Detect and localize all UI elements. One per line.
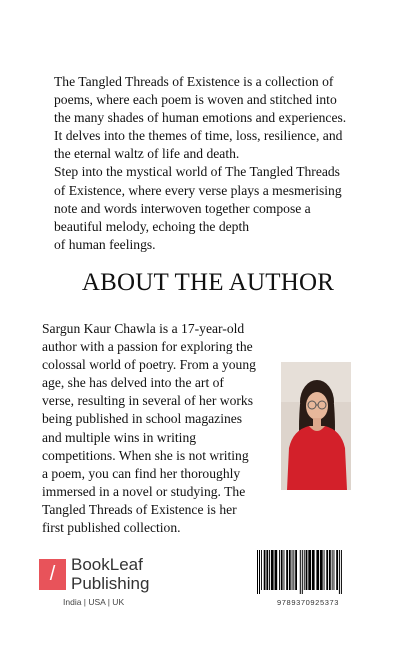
barcode-bar bbox=[308, 550, 311, 590]
barcode-bar bbox=[281, 550, 283, 590]
barcode-bar bbox=[286, 550, 288, 590]
barcode-bar bbox=[341, 550, 342, 594]
author-portrait-illustration bbox=[281, 362, 351, 490]
author-bio bbox=[42, 320, 282, 537]
blurb-line: of human feelings. bbox=[54, 236, 156, 252]
bio-line: Sargun Kaur Chawla is a 17-year-old bbox=[42, 321, 245, 336]
bio-line: a poem, you can find her thoroughly bbox=[42, 465, 241, 481]
back-cover-blurb bbox=[54, 73, 366, 254]
barcode-bar bbox=[339, 550, 340, 594]
bio-line: competitions. When she is not writing bbox=[42, 447, 249, 463]
barcode-bar bbox=[320, 550, 323, 590]
barcode-bar bbox=[275, 550, 278, 590]
bio-line: immersed in a novel or studying. The bbox=[42, 483, 246, 499]
barcode-bar bbox=[295, 550, 297, 590]
barcode-bar bbox=[302, 550, 303, 594]
bio-line: verse, resulting in several of her works bbox=[42, 393, 254, 409]
blurb-line: Step into the mystical world of The Tangled Threads bbox=[54, 164, 340, 180]
isbn-number: 9789370925373 bbox=[277, 598, 340, 607]
barcode-bar bbox=[326, 550, 328, 590]
barcode-bar bbox=[334, 550, 335, 590]
barcode-bar bbox=[266, 550, 268, 590]
barcode-bar bbox=[324, 550, 325, 590]
barcode-bar bbox=[289, 550, 291, 590]
blurb-line: of Existence, where every verse plays a mesmerising bbox=[54, 182, 342, 198]
blurb-line: poems, where each poem is woven and stitched into bbox=[54, 92, 337, 108]
blurb-line: beautiful melody, echoing the depth bbox=[54, 218, 250, 234]
barcode-bar bbox=[271, 550, 274, 590]
publisher-logo-text bbox=[71, 555, 149, 593]
bio-line: and multiple wins in writing bbox=[42, 429, 197, 445]
barcode-bar bbox=[284, 550, 285, 590]
publisher-name-line1: BookLeaf bbox=[71, 555, 143, 574]
barcode-bar bbox=[259, 550, 260, 594]
blurb-line: the many shades of human emotions and experiences. bbox=[54, 110, 347, 126]
bio-line: colossal world of poetry. From a young bbox=[42, 357, 256, 373]
barcode-bar bbox=[269, 550, 270, 590]
bookleaf-logo-icon: / bbox=[39, 559, 66, 590]
blurb-line: the eternal waltz of life and death. bbox=[54, 146, 240, 162]
barcode-bar bbox=[261, 550, 262, 590]
barcode-bar bbox=[304, 550, 305, 590]
barcode-bar bbox=[257, 550, 258, 594]
barcode-bar bbox=[293, 550, 294, 590]
barcode-bar bbox=[316, 550, 319, 590]
isbn-barcode bbox=[256, 550, 374, 594]
bio-line: Tangled Threads of Existence is her bbox=[42, 501, 237, 517]
barcode-bar bbox=[300, 550, 301, 594]
barcode-bar bbox=[264, 550, 266, 590]
barcode-bar bbox=[332, 550, 333, 590]
barcode-bar bbox=[279, 550, 280, 590]
barcode-bar bbox=[292, 550, 293, 590]
publisher-name-line2: Publishing bbox=[71, 574, 150, 593]
barcode-bar bbox=[329, 550, 331, 590]
bio-line: being published in school magazines bbox=[42, 411, 243, 427]
bio-line: age, she has delved into the art of bbox=[42, 375, 224, 391]
blurb-line: note and words interwoven together compose a bbox=[54, 200, 311, 216]
barcode-bar bbox=[306, 550, 308, 590]
publisher-regions: India | USA | UK bbox=[63, 597, 125, 607]
blurb-line: It delves into the themes of time, loss, resilience, and bbox=[54, 128, 343, 144]
barcode-bar bbox=[312, 550, 315, 590]
barcode-bar bbox=[336, 550, 338, 590]
bio-line: first published collection. bbox=[42, 520, 181, 536]
bio-line: author with a passion for exploring the bbox=[42, 339, 253, 355]
author-photo bbox=[281, 362, 351, 490]
blurb-line: The Tangled Threads of Existence is a collection of bbox=[54, 74, 334, 89]
about-author-heading: ABOUT THE AUTHOR bbox=[81, 269, 335, 296]
